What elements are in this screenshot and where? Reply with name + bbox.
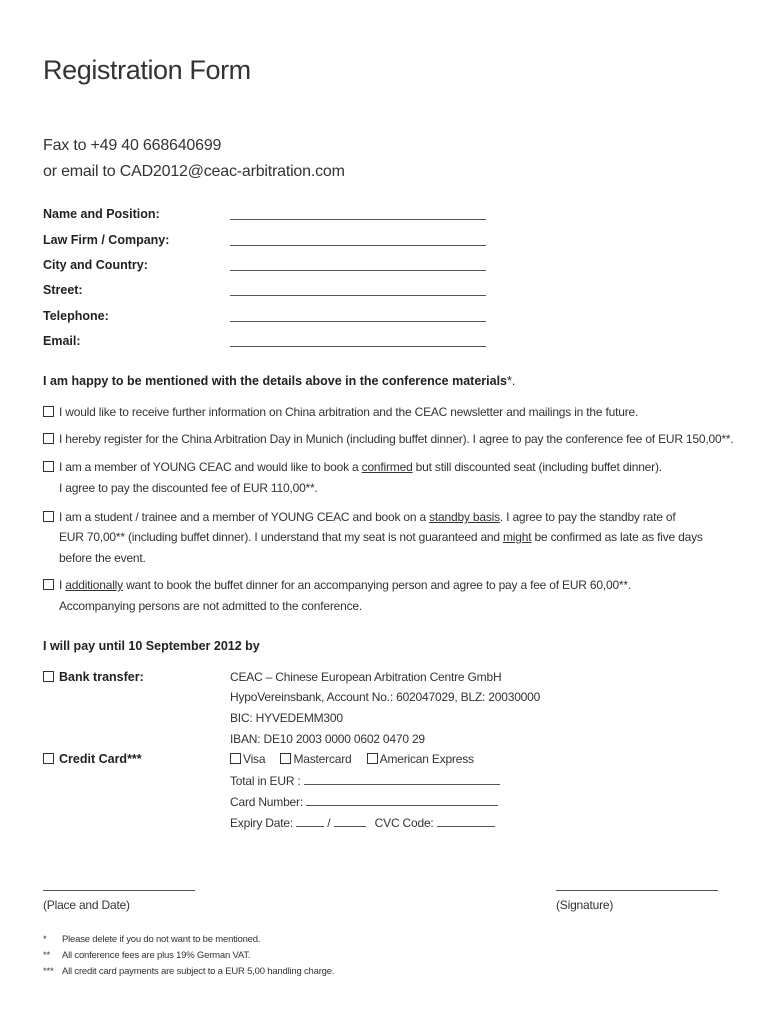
bank-line: HypoVereinsbank, Account No.: 602047029, BLZ: 20030000 <box>230 690 541 704</box>
option-dinner: I additionally want to book the buffet dinner for an accompanying person and agree to pay a fee of EUR 60,00**. <box>43 578 631 592</box>
mastercard-checkbox[interactable] <box>280 753 291 764</box>
expiry-row: Expiry Date: / CVC Code: <box>230 815 495 830</box>
option-student-line2: EUR 70,00** (including buffet dinner). I understand that my seat is not guaranteed and might be confirmed as late as five days <box>59 530 703 544</box>
place-date-field[interactable] <box>43 890 195 891</box>
street-label: Street: <box>43 283 83 297</box>
place-date-label: (Place and Date) <box>43 898 130 912</box>
signature-field[interactable] <box>556 890 718 891</box>
bank-transfer-checkbox[interactable] <box>43 671 54 682</box>
option-register: I hereby register for the China Arbitration Day in Munich (including buffet dinner). I agree to pay the conference fee of EUR 150,00**. <box>43 432 734 446</box>
credit-card-option: Credit Card*** <box>43 752 142 766</box>
telephone-label: Telephone: <box>43 309 109 323</box>
credit-card-checkbox[interactable] <box>43 753 54 764</box>
bank-line: CEAC – Chinese European Arbitration Centre GmbH <box>230 670 502 684</box>
cvc-field[interactable] <box>437 815 495 827</box>
company-field[interactable] <box>230 245 486 246</box>
option-young-ceac: I am a member of YOUNG CEAC and would like to book a confirmed but still discounted seat (including buffet dinner). <box>43 460 662 474</box>
footnote: ** All conference fees are plus 19% German VAT. <box>43 950 251 961</box>
city-country-label: City and Country: <box>43 258 148 272</box>
young-ceac-checkbox[interactable] <box>43 461 54 472</box>
register-checkbox[interactable] <box>43 433 54 444</box>
city-country-field[interactable] <box>230 270 486 271</box>
telephone-field[interactable] <box>230 321 486 322</box>
company-label: Law Firm / Company: <box>43 233 170 247</box>
expiry-year-field[interactable] <box>334 815 366 827</box>
mention-statement: I am happy to be mentioned with the details above in the conference materials*. <box>43 374 516 388</box>
visa-checkbox[interactable] <box>230 753 241 764</box>
card-types: Visa Mastercard American Express <box>230 752 474 766</box>
bank-line: IBAN: DE10 2003 0000 0602 0470 29 <box>230 732 425 746</box>
payment-heading: I will pay until 10 September 2012 by <box>43 639 260 653</box>
bank-line: BIC: HYVEDEMM300 <box>230 711 343 725</box>
name-position-field[interactable] <box>230 219 486 220</box>
option-young-ceac-line2: I agree to pay the discounted fee of EUR 110,00**. <box>59 481 318 495</box>
amex-checkbox[interactable] <box>367 753 378 764</box>
option-dinner-line2: Accompanying persons are not admitted to the conference. <box>59 599 362 613</box>
email-field[interactable] <box>230 346 486 347</box>
info-checkbox[interactable] <box>43 406 54 417</box>
expiry-month-field[interactable] <box>296 815 324 827</box>
footnote: * Please delete if you do not want to be mentioned. <box>43 934 261 945</box>
email-address: or email to CAD2012@ceac-arbitration.com <box>43 163 345 180</box>
option-info: I would like to receive further information on China arbitration and the CEAC newsletter and mailings in the future. <box>43 405 638 419</box>
option-student-line3: before the event. <box>59 551 146 565</box>
option-student: I am a student / trainee and a member of YOUNG CEAC and book on a standby basis. I agree to pay the standby rate of <box>43 510 676 524</box>
name-position-label: Name and Position: <box>43 207 160 221</box>
dinner-checkbox[interactable] <box>43 579 54 590</box>
page-title: Registration Form <box>43 55 251 85</box>
email-label: Email: <box>43 334 81 348</box>
card-number-field[interactable] <box>306 794 498 806</box>
fax-number: Fax to +49 40 668640699 <box>43 137 222 154</box>
student-checkbox[interactable] <box>43 511 54 522</box>
footnote: *** All credit card payments are subject to a EUR 5,00 handling charge. <box>43 966 335 977</box>
signature-label: (Signature) <box>556 898 614 912</box>
bank-transfer-option: Bank transfer: <box>43 670 144 684</box>
card-number-row: Card Number: <box>230 794 498 809</box>
street-field[interactable] <box>230 295 486 296</box>
total-row: Total in EUR : <box>230 773 500 788</box>
total-field[interactable] <box>304 773 500 785</box>
